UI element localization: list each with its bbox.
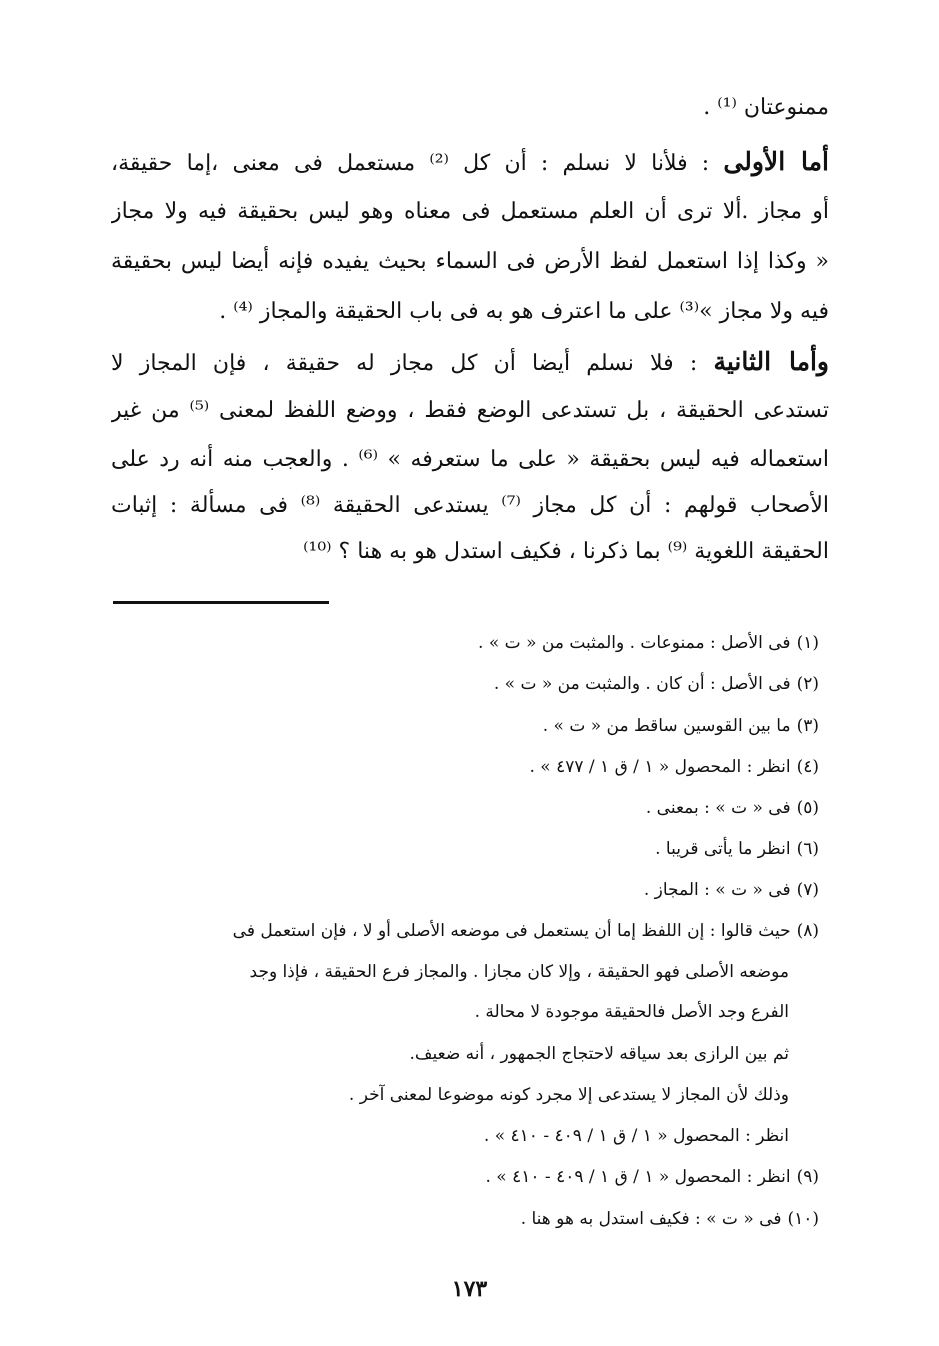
body-line-3: أو مجاز .ألا ترى أن العلم مستعمل فى معناه وهو ليس بحقيقة فيه ولا مجاز xyxy=(111,199,829,224)
footnote-2: (٢)فى الأصل : أن كان . والمثبت من « ت » . xyxy=(493,674,819,694)
body-line-6: وأما الثانية : فلا نسلم أيضا أن كل مجاز له حقيقة ، فإن المجاز لا xyxy=(111,347,829,376)
body-line-8: استعماله فيه ليس بحقيقة « على ما ستعرفه » ⁽⁶⁾ . والعجب منه أنه رد على xyxy=(111,447,829,472)
footnote-6: (٦)انظر ما يأتى قريبا . xyxy=(655,839,819,859)
heading-second: وأما الثانية xyxy=(713,347,829,376)
footnote-5: (٥)فى « ت » : بمعنى . xyxy=(645,798,819,818)
footnote-8-line-2: موضعه الأصلى فهو الحقيقة ، وإلا كان مجازا . والمجاز فرع الحقيقة ، فإذا وجد xyxy=(249,962,789,982)
body-line-4: « وكذا إذا استعمل لفظ الأرض فى السماء بحيث يفيده فإنه أيضا ليس بحقيقة xyxy=(111,249,829,274)
footnote-8-line-5: وذلك لأن المجاز لا يستدعى إلا مجرد كونه موضوعا لمعنى آخر . xyxy=(348,1085,789,1105)
footnote-4: (٤)انظر : المحصول « ١ / ق ١ / ٤٧٧ » . xyxy=(529,757,819,777)
footnote-1: (١)فى الأصل : ممنوعات . والمثبت من « ت » . xyxy=(478,633,819,653)
body-line-9: الأصحاب قولهم : أن كل مجاز ⁽⁷⁾ يستدعى الحقيقة ⁽⁸⁾ فى مسألة : إثبات xyxy=(111,493,829,518)
footnote-8-line-4: ثم بين الرازى بعد سياقه لاحتجاج الجمهور ، أنه ضعيف. xyxy=(409,1044,789,1064)
page-number: ١٧٣ xyxy=(451,1276,488,1302)
footnote-separator xyxy=(113,601,329,604)
body-line-5: فيه ولا مجاز »⁽³⁾ على ما اعترف هو به فى باب الحقيقة والمجاز ⁽⁴⁾ . xyxy=(219,299,829,324)
body-line-7: تستدعى الحقيقة ، بل تستدعى الوضع فقط ، ووضع اللفظ لمعنى ⁽⁵⁾ من غير xyxy=(111,398,829,423)
footnote-8-line-3: الفرع وجد الأصل فالحقيقة موجودة لا محالة . xyxy=(474,1002,789,1022)
footnote-10: (١٠)فى « ت » : فكيف استدل به هو هنا . xyxy=(520,1209,819,1229)
heading-first: أما الأولى xyxy=(723,147,829,176)
footnote-8: (٨)حيث قالوا : إن اللفظ إما أن يستعمل فى موضعه الأصلى أو لا ، فإن استعمل فى xyxy=(232,921,819,941)
footnote-9: (٩)انظر : المحصول « ١ / ق ١ / ٤٠٩ - ٤١٠ » . xyxy=(485,1167,819,1187)
footnote-7: (٧)فى « ت » : المجاز . xyxy=(643,880,819,900)
body-line-1: ممنوعتان ⁽¹⁾ . xyxy=(703,95,829,120)
footnote-8-line-6: انظر : المحصول « ١ / ق ١ / ٤٠٩ - ٤١٠ » . xyxy=(483,1126,789,1146)
body-line-10: الحقيقة اللغوية ⁽⁹⁾ بما ذكرنا ، فكيف استدل هو به هنا ؟ ⁽¹⁰⁾ xyxy=(303,539,829,564)
footnote-3: (٣)ما بين القوسين ساقط من « ت » . xyxy=(542,716,819,736)
body-line-2: أما الأولى : فلأنا لا نسلم : أن كل ⁽²⁾ مستعمل فى معنى ،إما حقيقة، xyxy=(111,147,829,176)
